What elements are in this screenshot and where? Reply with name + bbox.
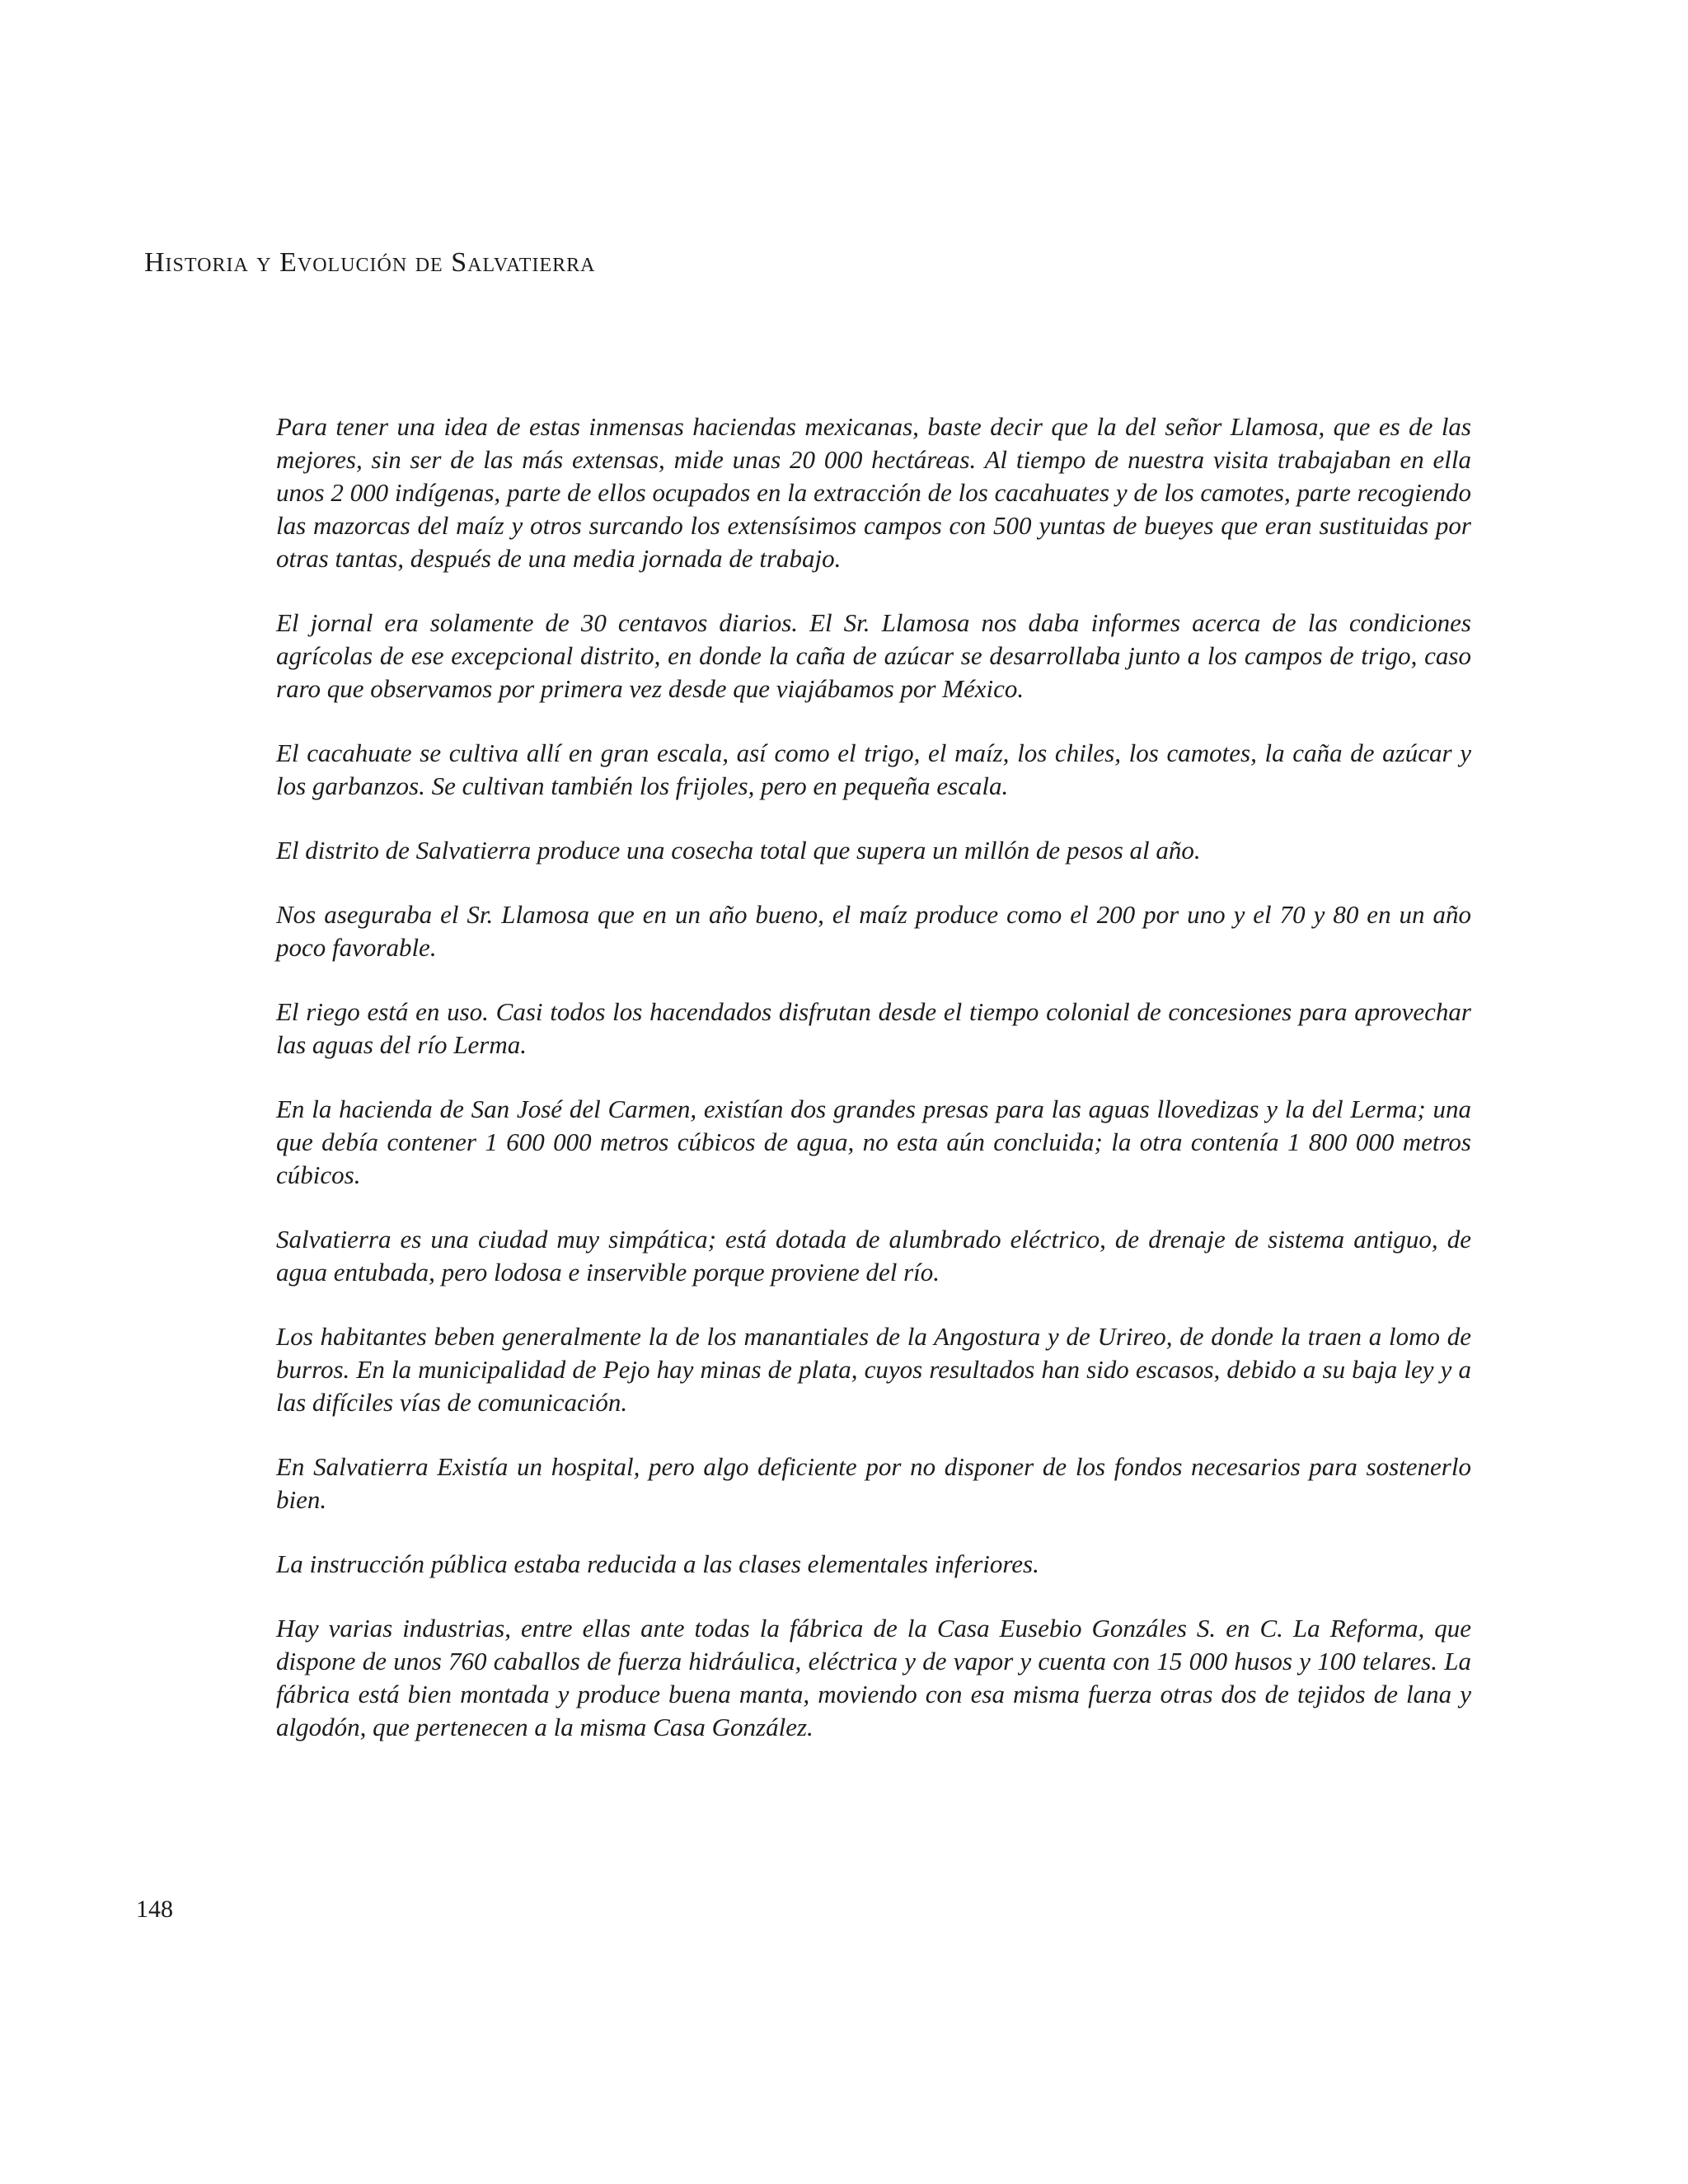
paragraph-1: Para tener una idea de estas inmensas haciendas mexicanas, baste decir que la del señor Llamosa, que es de las mejores, sin ser de las más extensas, mide unas 20 000 hectáreas. Al tiempo de nuestra visita trabajaban en ella unos 2 000 indígenas, parte de ellos ocupados en la extracción de los cacahuates y de los camotes, parte recogiendo las mazorcas del maíz y otros surcando los extensísimos campos con 500 yuntas de bueyes que eran sustituidas por otras tantas, después de una media jornada de trabajo. (276, 412, 1471, 573)
paragraph-4: El distrito de Salvatierra produce una cosecha total que supera un millón de pesos al año. (276, 836, 1201, 865)
paragraph-9: Los habitantes beben generalmente la de los manantiales de la Angostura y de Urireo, de donde la traen a lomo de burros. En la municipalidad de Pejo hay minas de plata, cuyos resultados han sido escasos, debido a su baja ley y a las difíciles vías de comunicación. (276, 1322, 1471, 1417)
paragraph-2: El jornal era solamente de 30 centavos diarios. El Sr. Llamosa nos daba informes acerca de las condiciones agrícolas de ese excepcional distrito, en donde la caña de azúcar se desarrollaba junto a los campos de trigo, caso raro que observamos por primera vez desde que viajábamos por México. (276, 608, 1471, 703)
body-text (276, 410, 1471, 1775)
paragraph-7: En la hacienda de San José del Carmen, existían dos grandes presas para las aguas llovedizas y la del Lerma; una que debía contener 1 600 000 metros cúbicos de agua, no esta aún concluida; la otra contenía 1 800 000 metros cúbicos. (276, 1094, 1471, 1189)
paragraph-5: Nos aseguraba el Sr. Llamosa que en un año bueno, el maíz produce como el 200 por uno y el 70 y 80 en un año poco favorable. (276, 900, 1471, 962)
running-header: Historia y Evolución de Salvatierra (144, 247, 596, 278)
page-number: 148 (136, 1896, 173, 1923)
paragraph-8: Salvatierra es una ciudad muy simpática; está dotada de alumbrado eléctrico, de drenaje de sistema antiguo, de agua entubada, pero lodosa e inservible porque proviene del río. (276, 1225, 1471, 1286)
paragraph-3: El cacahuate se cultiva allí en gran escala, así como el trigo, el maíz, los chiles, los camotes, la caña de azúcar y los garbanzos. Se cultivan también los frijoles, pero en pequeña escala. (276, 738, 1471, 800)
paragraph-11: La instrucción pública estaba reducida a las clases elementales inferiores. (276, 1549, 1039, 1578)
paragraph-10: En Salvatierra Existía un hospital, pero algo deficiente por no disponer de los fondos necesarios para sostenerlo bien. (276, 1452, 1471, 1514)
paragraph-12: Hay varias industrias, entre ellas ante todas la fábrica de la Casa Eusebio Gonzáles S. en C. La Reforma, que dispone de unos 760 caballos de fuerza hidráulica, eléctrica y de vapor y cuenta con 15 000 husos y 100 telares. La fábrica está bien montada y produce buena manta, moviendo con esa misma fuerza otras dos de tejidos de lana y algodón, que pertenecen a la misma Casa González. (276, 1614, 1471, 1741)
paragraph-6: El riego está en uso. Casi todos los hacendados disfrutan desde el tiempo colonial de concesiones para aprovechar las aguas del río Lerma. (276, 997, 1471, 1059)
